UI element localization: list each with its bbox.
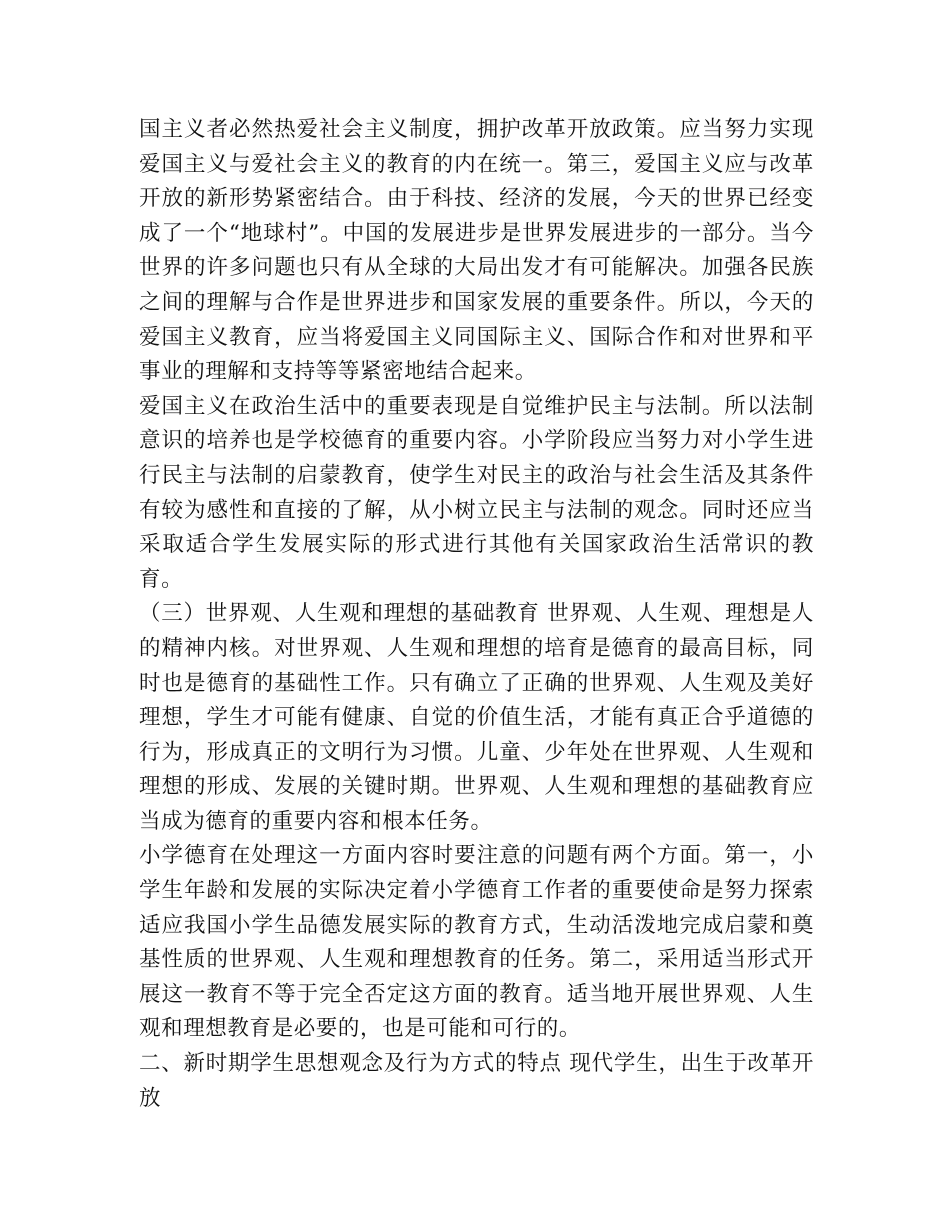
paragraph-patriotism-socialism: 国主义者必然热爱社会主义制度，拥护改革开放政策。应当努力实现爱国主义与爱社会主义的教育的内在统一。第三，爱国主义应与改革开放的新形势紧密结合。由于科技、经济的发展，今天的世界已经变成了一个“地球村”。中国的发展进步是世界发展进步的一部分。当今世界的许多问题也只有从全球的大局出发才有可能解决。加强各民族之间的理解与合作是世界进步和国家发展的重要条件。所以，今天的爱国主义教育，应当将爱国主义同国际主义、国际合作和对世界和平事业的理解和支持等等紧密地结合起来。 [139, 117, 814, 385]
paragraph-moral-education-issues: 小学德育在处理这一方面内容时要注意的问题有两个方面。第一，小学生年龄和发展的实际决定着小学德育工作者的重要使命是努力探索适应我国小学生品德发展实际的教育方式，生动活泼地完成启蒙和奠基性质的世界观、人生观和理想教育的任务。第二，采用适当形式开展这一教育不等于完全否定这方面的教育。适当地开展世界观、人生观和理想教育是必要的，也是可能和可行的。 [139, 843, 814, 1042]
paragraph-worldview-education: （三）世界观、人生观和理想的基础教育 世界观、人生观、理想是人的精神内核。对世界观、人生观和理想的培育是德育的最高目标，同时也是德育的基础性工作。只有确立了正确的世界观、人生观及美好理想，学生才可能有健康、自觉的价值生活，才能有真正合乎道德的行为，形成真正的文明行为习惯。儿童、少年处在世界观、人生观和理想的形成、发展的关键时期。世界观、人生观和理想的基础教育应当成为德育的重要内容和根本任务。 [139, 601, 814, 834]
paragraph-section-two-heading: 二、新时期学生思想观念及行为方式的特点 现代学生，出生于改革开放 [139, 1051, 814, 1111]
document-body [139, 113, 814, 1116]
paragraph-democracy-legal-system: 爱国主义在政治生活中的重要表现是自觉维护民主与法制。所以法制意识的培养也是学校德育的重要内容。小学阶段应当努力对小学生进行民主与法制的启蒙教育，使学生对民主的政治与社会生活及其条件有较为感性和直接的了解，从小树立民主与法制的观念。同时还应当采取适合学生发展实际的形式进行其他有关国家政治生活常识的教育。 [139, 393, 814, 592]
